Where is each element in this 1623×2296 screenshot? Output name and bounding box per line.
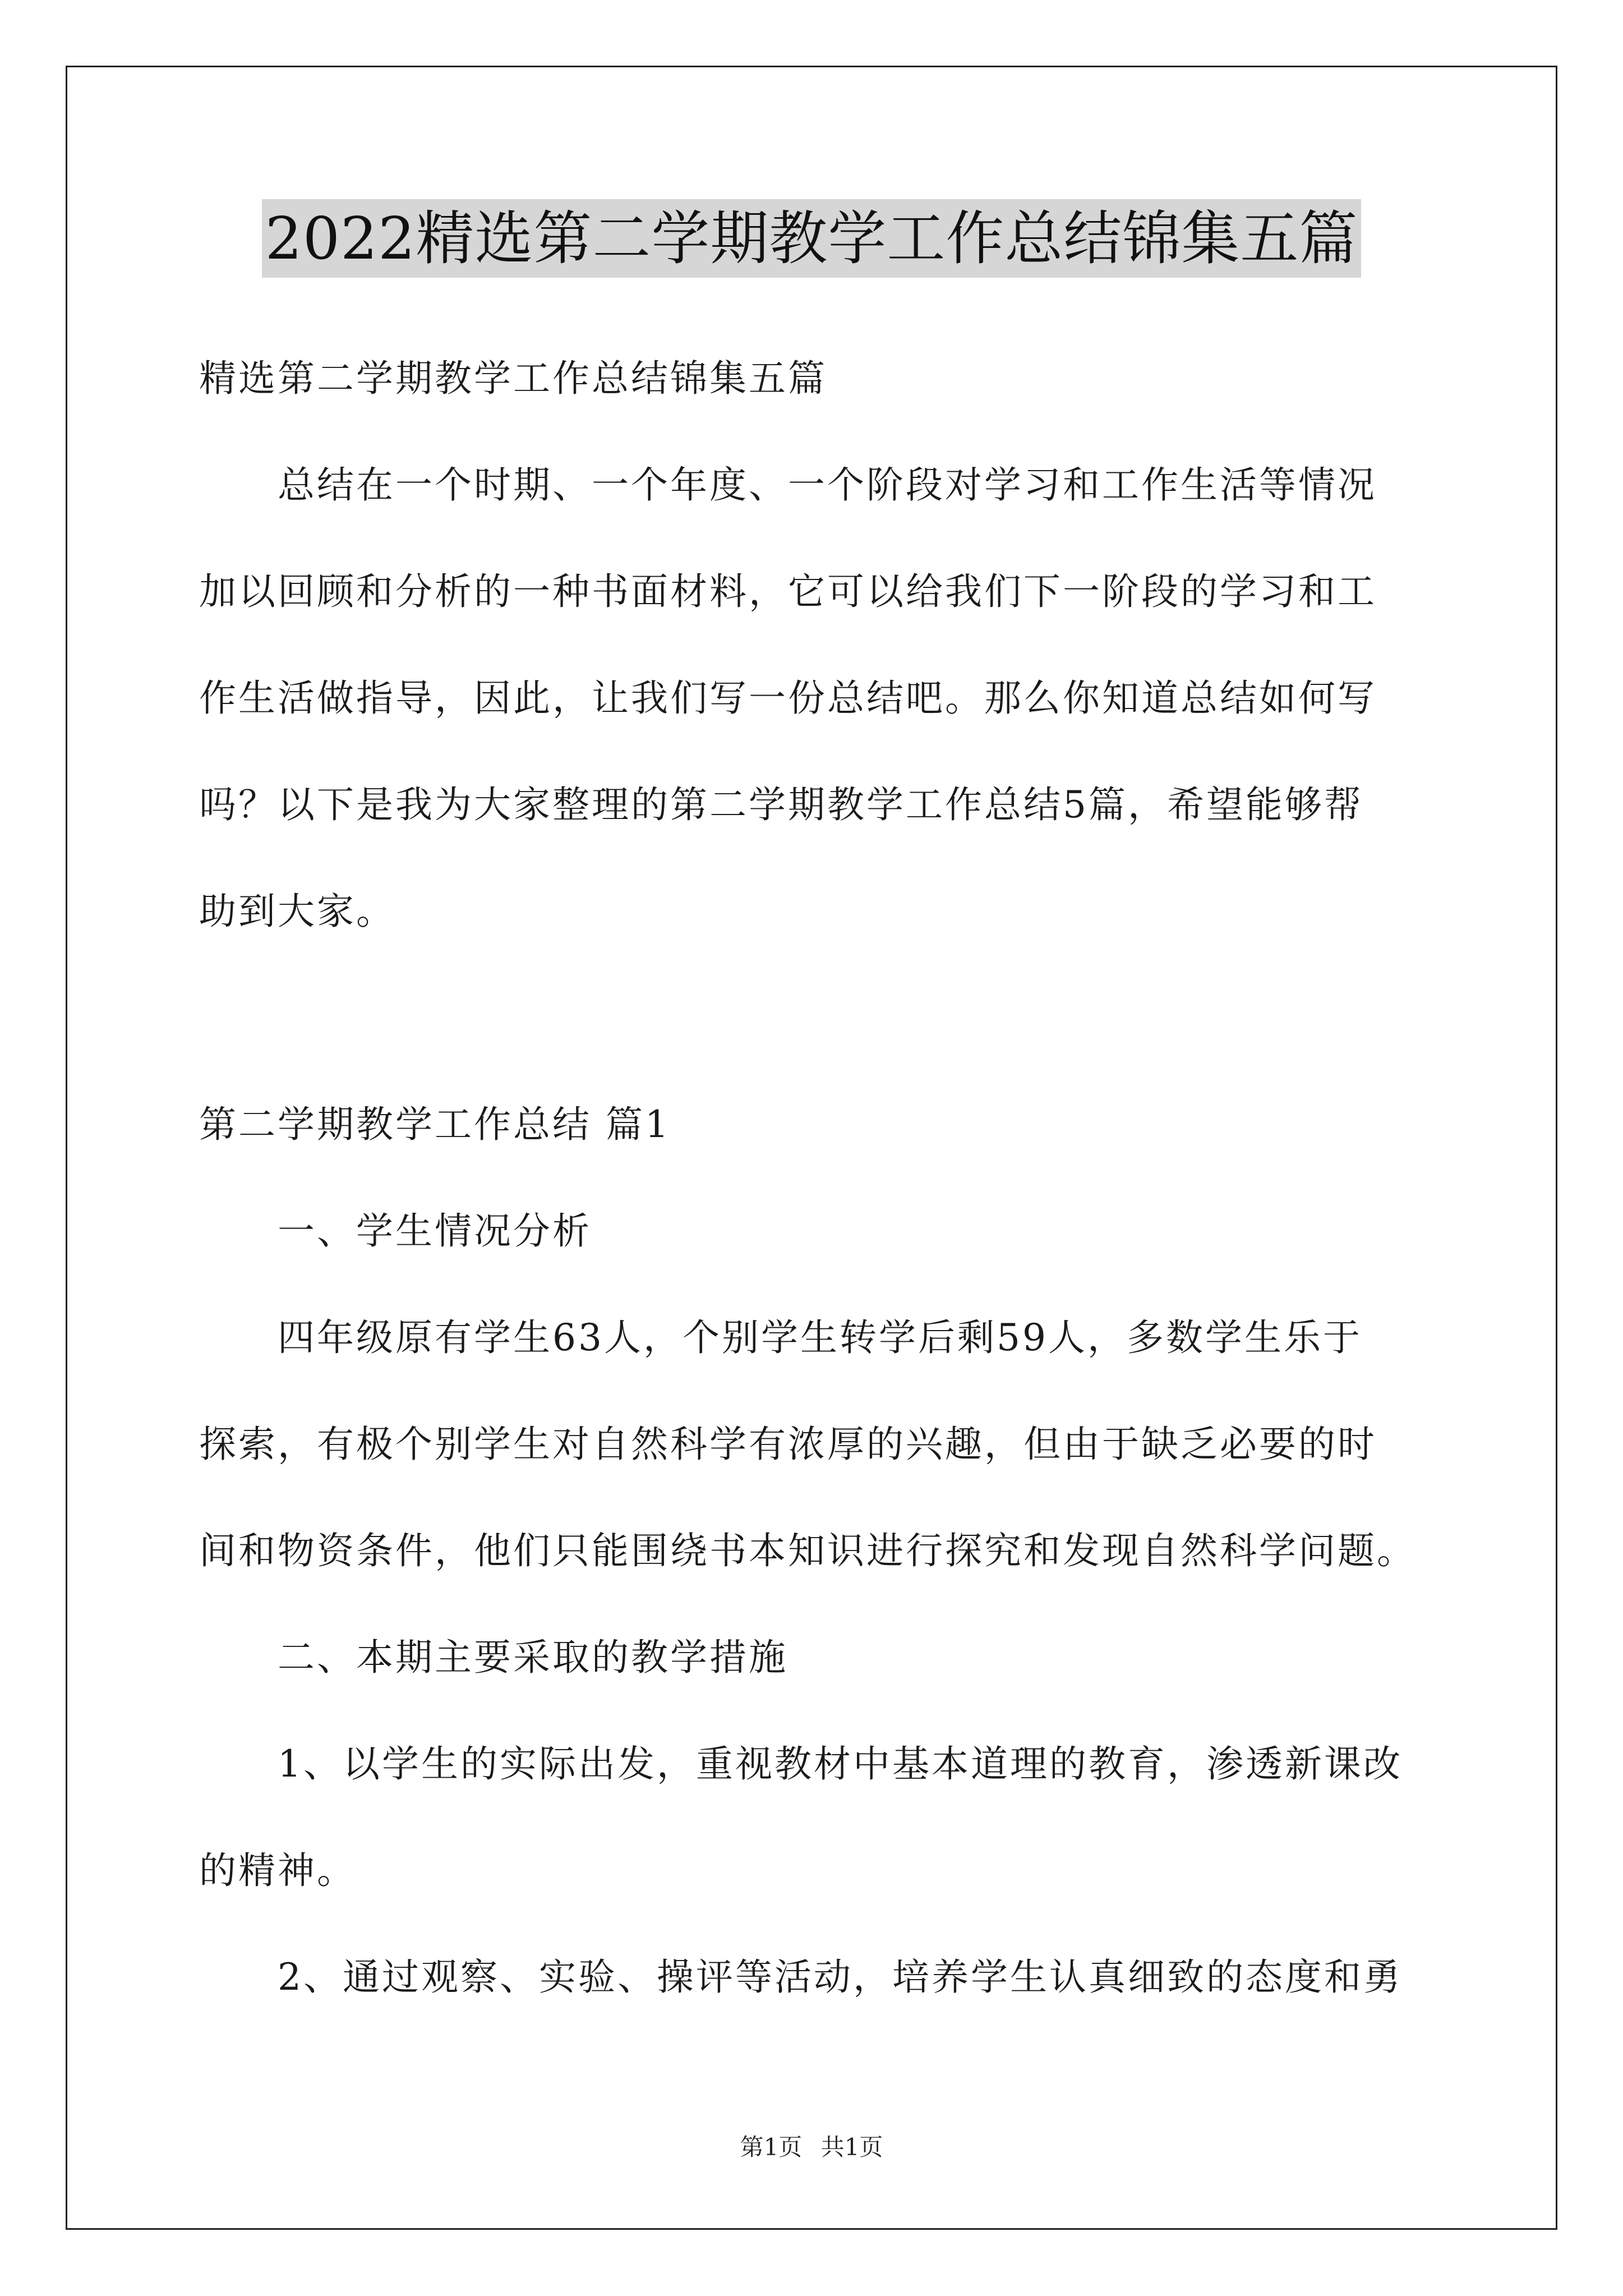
- section-heading: 第二学期教学工作总结 篇1: [199, 1103, 671, 1146]
- page-total: 共1页: [820, 2133, 883, 2161]
- body-line: 2、通过观察、实验、操评等活动，培养学生认真细致的态度和勇: [199, 1955, 1403, 1999]
- intro-line: 作生活做指导，因此，让我们写一份总结吧。那么你知道总结如何写: [199, 677, 1377, 720]
- intro-line: 加以回顾和分析的一种书面材料，它可以给我们下一阶段的学习和工: [199, 570, 1377, 613]
- title-container: [0, 199, 1623, 278]
- body-line: 一、学生情况分析: [199, 1209, 592, 1253]
- body-line: 的精神。: [199, 1849, 356, 1892]
- body-line: 1、以学生的实际出发，重视教材中基本道理的教育，渗透新课改: [199, 1742, 1403, 1786]
- document-title: 2022精选第二学期教学工作总结锦集五篇: [262, 199, 1362, 278]
- intro-line: 总结在一个时期、一个年度、一个阶段对学习和工作生活等情况: [199, 463, 1377, 507]
- body-line: 探索，有极个别学生对自然科学有浓厚的兴趣，但由于缺乏必要的时: [199, 1423, 1377, 1466]
- intro-line: 吗？以下是我为大家整理的第二学期教学工作总结5篇，希望能够帮: [199, 783, 1363, 826]
- page-footer: [0, 2129, 1623, 2162]
- page-number: 第1页: [740, 2133, 803, 2161]
- document-subtitle: 精选第二学期教学工作总结锦集五篇: [199, 357, 827, 400]
- body-line: 间和物资条件，他们只能围绕书本知识进行探究和发现自然科学问题。: [199, 1529, 1416, 1572]
- body-line: 四年级原有学生63人，个别学生转学后剩59人，多数学生乐于: [199, 1316, 1362, 1359]
- body-line: 二、本期主要采取的教学措施: [199, 1636, 788, 1679]
- intro-line: 助到大家。: [199, 890, 395, 933]
